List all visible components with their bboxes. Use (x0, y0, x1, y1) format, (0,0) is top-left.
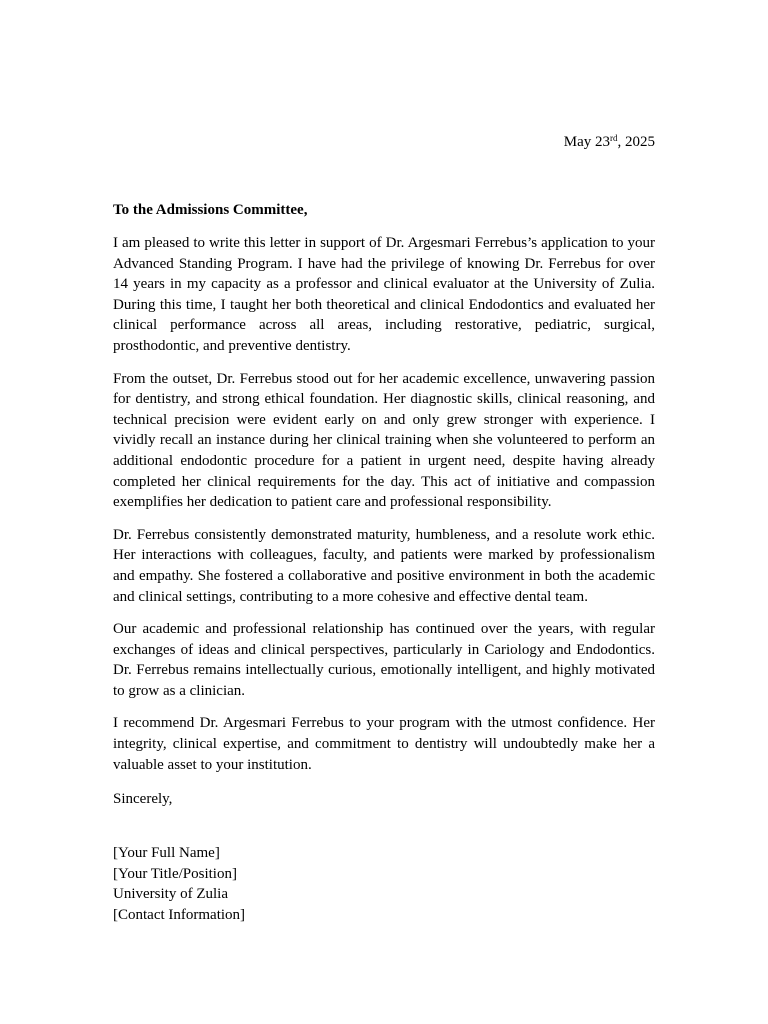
signature-block (113, 843, 245, 925)
body-paragraph-5: I recommend Dr. Argesmari Ferrebus to your program with the utmost confidence. Her integrity, clinical expertise, and commitment to dentistry will undoubtedly make her a valuable asset to your institution. (113, 715, 655, 773)
closing: Sincerely, (113, 791, 173, 807)
signature-title: [Your Title/Position] (113, 865, 237, 882)
body-paragraph-2: From the outset, Dr. Ferrebus stood out for her academic excellence, unwavering passion for dentistry, and strong ethical foundation. Her diagnostic skills, clinical reasoning, and technical precision were evident early on and only grew stronger with experience. I vividly recall an instance during her clinical training when she volunteered to perform an additional endodontic procedure for a patient in urgent need, despite having already completed her clinical requirements for the day. This act of initiative and compassion exemplifies her dedication to patient care and professional responsibility. (113, 370, 655, 511)
body-paragraph-1: I am pleased to write this letter in support of Dr. Argesmari Ferrebus’s application to your Advanced Standing Program. I have had the privilege of knowing Dr. Ferrebus for over 14 years in my capacity as a professor and clinical evaluator at the University of Zulia. During this time, I taught her both theoretical and clinical Endodontics and evaluated her clinical performance across all areas, including restorative, pediatric, surgical, prosthodontic, and preventive dentistry. (113, 235, 655, 354)
salutation: To the Admissions Committee, (113, 202, 308, 218)
signature-name: [Your Full Name] (113, 845, 220, 861)
letter-date (564, 132, 655, 153)
signature-institution: University of Zulia (113, 886, 228, 903)
date-month-day: May 23 (563, 134, 610, 150)
body-paragraph-3: Dr. Ferrebus consistently demonstrated maturity, humbleness, and a resolute work ethic. Her interactions with colleagues, faculty, and patients were marked by professionalism and empathy. She fostered a collaborative and positive environment in both the academic and clinical settings, contributing to a more cohesive and effective dental team. (113, 526, 655, 605)
body-paragraph-4: Our academic and professional relationship has continued over the years, with regular exchanges of ideas and clinical perspectives, particularly in Cariology and Endodontics. Dr. Ferrebus remains intellectually curious, emotionally intelligent, and highly motivated to grow as a clinician. (113, 621, 655, 699)
date-ordinal-suffix: rd (610, 133, 618, 143)
date-year: , 2025 (617, 134, 655, 150)
letter-body (113, 233, 655, 787)
signature-contact: [Contact Information] (113, 906, 246, 923)
